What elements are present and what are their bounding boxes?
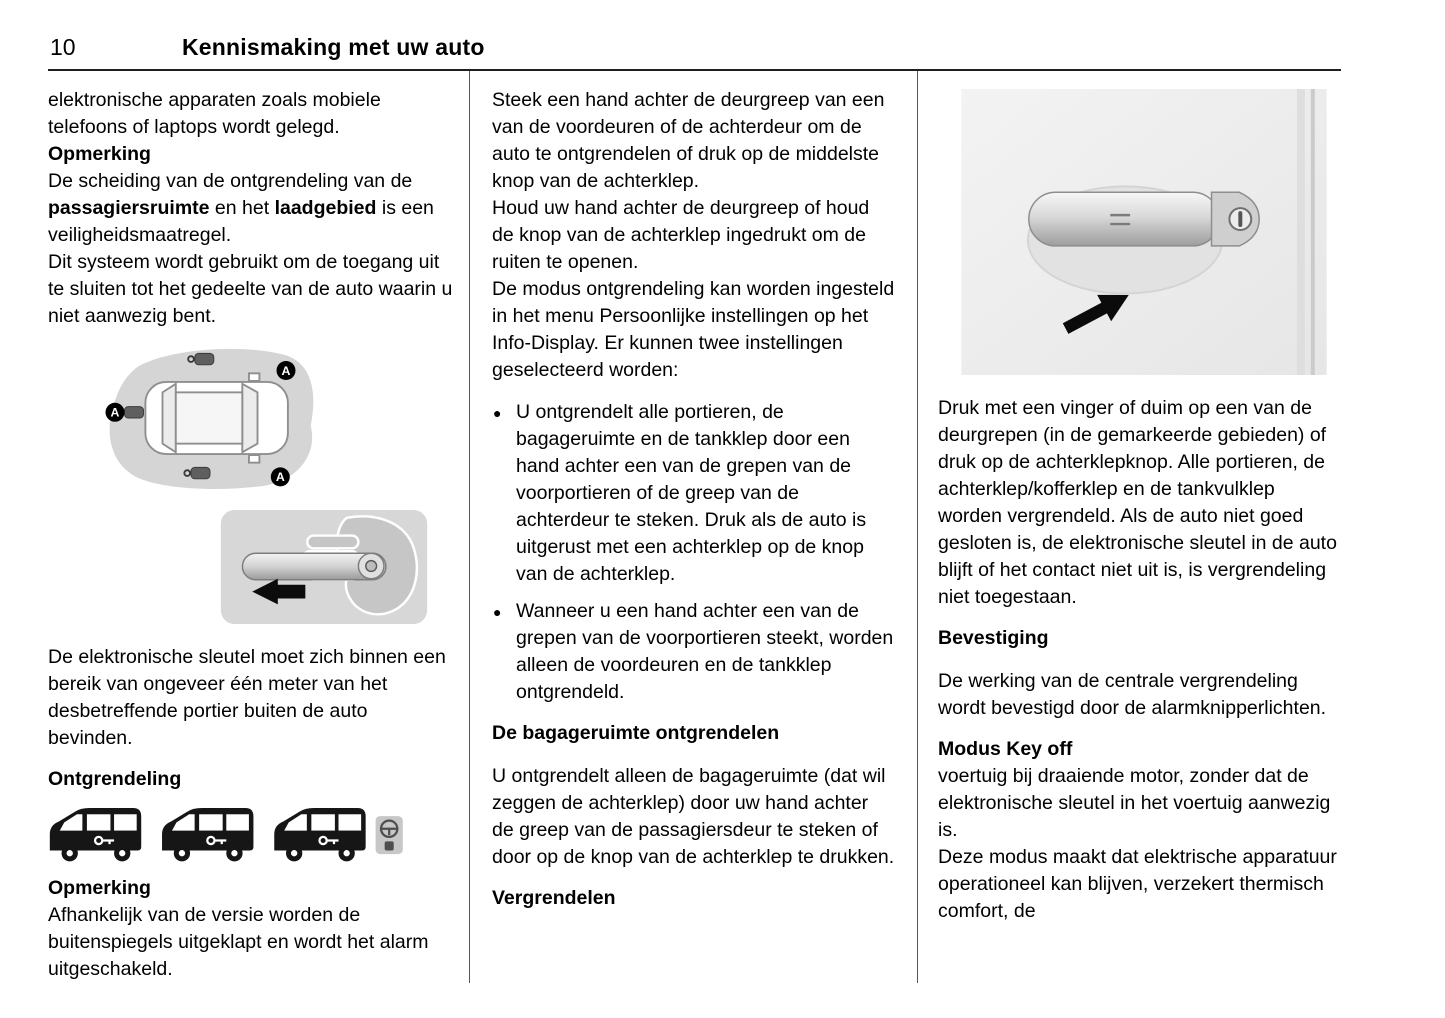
- paragraph-system: Dit systeem wordt gebruikt om de toegang uit te sluiten tot het gedeelte van de auto waarin u niet aanwezig bent.: [48, 251, 453, 327]
- paragraph-unlock-hand: Steek een hand achter de deurgreep van een van de voordeuren of de achterdeur om de auto te ontgrendelen of druk op de middelste knop van de achterklep.: [492, 89, 885, 192]
- paragraph-mode-settings: De modus ontgrendeling kan worden ingesteld in het menu Persoonlijke instellingen op het Info-Display. Er kunnen twee instellingen geselecteerd worden:: [492, 278, 895, 381]
- paragraph-keyoff-1: voertuig bij draaiende motor, zonder dat de elektronische sleutel in het voertuig aanwezig is.: [938, 765, 1331, 841]
- note-label-2: Opmerking: [48, 877, 151, 899]
- note-text-1: [48, 168, 455, 249]
- column-right: [918, 71, 1340, 983]
- heading-bagageruimte: De bagageruimte ontgrendelen: [492, 722, 780, 744]
- svg-text:A: A: [275, 470, 285, 485]
- car-topview: [145, 373, 288, 462]
- door-handle: [1029, 192, 1259, 246]
- hand-door-handle-illustration: [220, 510, 428, 624]
- vans-illustration: [48, 805, 410, 867]
- paragraph-windows: Houd uw hand achter de deurgreep of houd de knop van de achterklep ingedrukt om de ruiten te openen.: [492, 197, 870, 273]
- text-run: is een veiligheidsmaatregel.: [48, 197, 434, 246]
- text-run-bold: laadgebied: [274, 197, 377, 219]
- marker-a-badge: [271, 467, 290, 486]
- text-run: De scheiding van de ontgrendeling van de: [48, 170, 413, 192]
- page-number: 10: [50, 34, 76, 60]
- heading-bevestiging: Bevestiging: [938, 627, 1049, 649]
- svg-text:A: A: [110, 405, 120, 420]
- paragraph-keyoff-2: Deze modus maakt dat elektrische apparatuur operationeel kan blijven, verzekert thermisch comfort, de: [938, 846, 1337, 922]
- columns-container: [48, 71, 1341, 983]
- column-middle: [470, 71, 918, 983]
- van-icon: [274, 808, 365, 861]
- heading-modus-key-off: Modus Key off: [938, 738, 1073, 760]
- paragraph-confirmation: De werking van de centrale vergrendeling wordt bevestigd door de alarmknipperlichten.: [938, 670, 1327, 719]
- note-label-1: Opmerking: [48, 143, 151, 165]
- door-handle-lock-illustration: [960, 89, 1328, 375]
- list-item: ● U ontgrendelt alle portieren, de bagageruimte en de tankklep door een hand achter een van de grepen van de voorportieren of de greep van de achterdeur te steken. Druk als de auto is uitgerust met een achterklep op de knop van de achterklep.: [492, 399, 895, 588]
- page-title: Kennismaking met uw auto: [182, 34, 485, 60]
- heading-ontgrendeling: Ontgrendeling: [48, 768, 182, 790]
- paragraph-key-range: De elektronische sleutel moet zich binnen een bereik van ongeveer één meter van het desbetreffende portier buiten de auto bevinden.: [48, 646, 446, 749]
- text-run-bold: passagiersruimte: [48, 197, 210, 219]
- car-topview-illustration: [94, 342, 326, 494]
- door-edge: [1297, 89, 1305, 375]
- van-icon: [50, 808, 141, 861]
- heading-vergrendelen: Vergrendelen: [492, 887, 616, 909]
- column-left: [48, 71, 470, 983]
- door-handle: [242, 553, 385, 580]
- paragraph-intro: elektronische apparaten zoals mobiele telefoons of laptops wordt gelegd.: [48, 89, 381, 138]
- van-icon: [162, 808, 253, 861]
- paragraph-boot-unlock: U ontgrendelt alleen de bagageruimte (dat wil zeggen de achterklep) door uw hand achter de greep van de passagiersdeur te steken of door op de knop van de achterklep te drukken.: [492, 765, 895, 868]
- note-text-2: Afhankelijk van de versie worden de buitenspiegels uitgeklapt en wordt het alarm uitgeschakeld.: [48, 904, 429, 980]
- svg-text:A: A: [281, 363, 291, 378]
- list-item: ● Wanneer u een hand achter een van de grepen van de voorportieren steekt, worden alleen de voordeuren en de tankklep ontgrendeld.: [492, 598, 895, 706]
- key-steering-icon: [376, 816, 403, 854]
- marker-a-badge: [106, 403, 125, 422]
- paragraph-lock: Druk met een vinger of duim op een van de deurgrepen (in de gemarkeerde gebieden) of druk op de achterklepknop. Alle portieren, de achterklep/kofferklep en de tankvulklep worden vergrendeld. Als de auto niet goed gesloten is, de elektronische sleutel in de auto blijft of het contact niet uit is, is vergrendeling niet toegestaan.: [938, 397, 1337, 608]
- marker-a-badge: [277, 361, 296, 380]
- unlock-options-list: [492, 399, 895, 706]
- page-header: [48, 0, 1341, 71]
- text-run: en het: [209, 197, 275, 219]
